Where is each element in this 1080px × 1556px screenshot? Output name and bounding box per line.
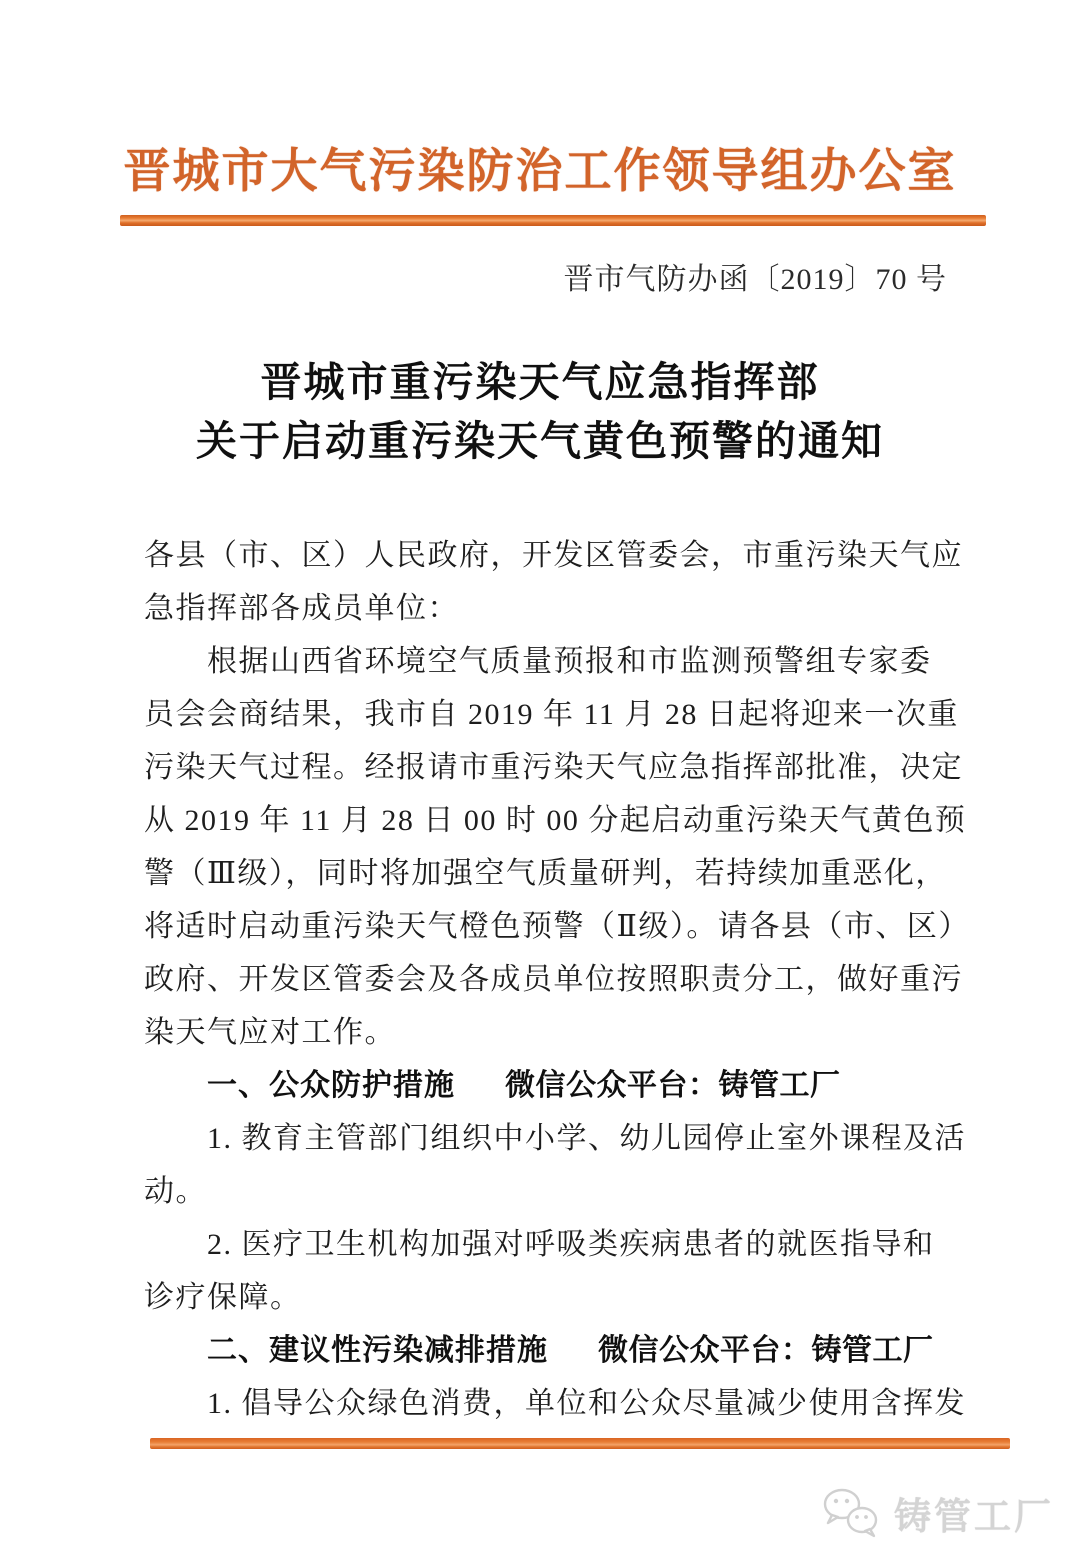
body-line: 动。: [144, 1175, 207, 1208]
body-line: 警（Ⅲ级），同时将加强空气质量研判，若持续加重恶化，: [144, 857, 947, 890]
section-1-heading-line: [144, 1059, 960, 1112]
body-line: 员会会商结果，我市自 2019 年 11 月 28 日起将迎来一次重: [144, 698, 959, 731]
letterhead-divider: [120, 215, 986, 226]
doc-title: [0, 353, 1080, 471]
body-line: 1. 教育主管部门组织中小学、幼儿园停止室外课程及活: [207, 1122, 966, 1155]
body-line-salutation-1: 各县（市、区）人民政府，开发区管委会，市重污染天气应: [144, 539, 963, 572]
body-line: 将适时启动重污染天气橙色预警（Ⅱ级）。请各县（市、区）: [144, 910, 970, 943]
body-line: 从 2019 年 11 月 28 日 00 时 00 分起启动重污染天气黄色预: [144, 804, 967, 837]
section-1-heading: 一、公众防护措施: [207, 1069, 455, 1102]
body-line: 2. 医疗卫生机构加强对呼吸类疾病患者的就医指导和: [207, 1228, 935, 1261]
doc-title-line2: 关于启动重污染天气黄色预警的通知: [196, 418, 884, 464]
doc-title-line1: 晋城市重污染天气应急指挥部: [260, 359, 820, 405]
footer-watermark: [820, 1486, 1054, 1540]
bottom-divider: [150, 1438, 1010, 1449]
body-line: 诊疗保障。: [144, 1281, 302, 1314]
body-line: 1. 倡导公众绿色消费，单位和公众尽量减少使用含挥发: [207, 1387, 966, 1420]
wechat-icon: [820, 1487, 882, 1539]
doc-number: 晋市气防办函〔2019〕70 号: [563, 263, 947, 296]
wechat-watermark-inline: 微信公众平台：铸管工厂: [598, 1334, 934, 1367]
footer-watermark-label: 铸管工厂: [894, 1496, 1054, 1537]
body-line: 政府、开发区管委会及各成员单位按照职责分工，做好重污: [144, 963, 963, 996]
letterhead-org-title: 晋城市大气污染防治工作领导组办公室: [123, 146, 957, 198]
wechat-watermark-inline: 微信公众平台：铸管工厂: [505, 1069, 841, 1102]
body-line-salutation-2: 急指挥部各成员单位：: [144, 592, 459, 625]
section-2-heading-line: [144, 1324, 960, 1377]
body-line: 根据山西省环境空气质量预报和市监测预警组专家委: [207, 645, 932, 678]
body-line: 染天气应对工作。: [144, 1016, 396, 1049]
section-2-heading: 二、建议性污染减排措施: [207, 1334, 548, 1367]
doc-body: [144, 529, 970, 1430]
body-line: 污染天气过程。经报请市重污染天气应急指挥部批准，决定: [144, 751, 963, 784]
